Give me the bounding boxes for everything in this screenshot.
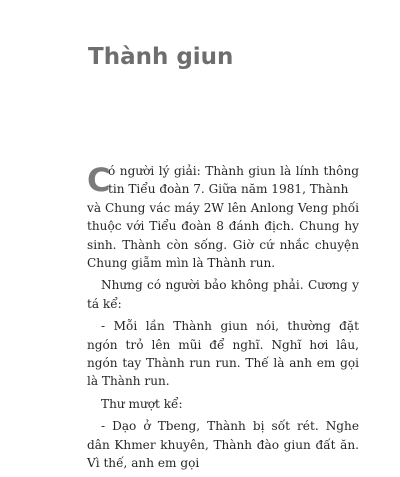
drop-cap: C (87, 161, 111, 199)
paragraph-1-continuation: và Chung vác máy 2W lên Anlong Veng phối thuộc với Tiểu đoàn 8 đánh địch. Chung hy sinh. Thành còn sống. Giờ cứ nhắc chuyện Chung giẫm mìn là Thành run. (87, 200, 359, 271)
chapter-title: Thành giun (88, 44, 234, 70)
paragraph-1-opening: ó người lý giải: Thành giun là lính thông tin Tiểu đoàn 7. Giữa năm 1981, Thành (108, 164, 359, 197)
paragraph-3: - Mỗi lần Thành giun nói, thường đặt ngón trỏ lên mũi để nghĩ. Nghĩ hơi lâu, ngón tay Thành run run. Thế là anh em gọi là Thành run. (87, 319, 359, 389)
paragraph-2: Nhưng có người bảo không phải. Cương y tá kể: (87, 278, 359, 311)
body-text (87, 162, 359, 477)
paragraph-5: - Dạo ở Tbeng, Thành bị sốt rét. Nghe dân Khmer khuyên, Thành đào giun đất ăn. Vì thế, anh em gọi (87, 419, 359, 471)
paragraph-4: Thư mượt kể: (101, 396, 183, 411)
paragraph-1 (87, 162, 359, 272)
